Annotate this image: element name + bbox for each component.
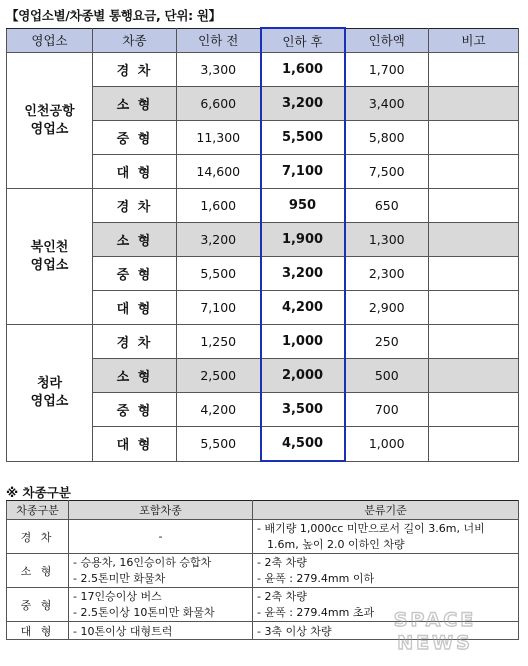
fare-before: 1,600: [177, 189, 261, 223]
fare-cut: 2,300: [345, 257, 429, 291]
fare-before: 3,300: [177, 53, 261, 87]
fare-after: 4,500: [261, 427, 345, 462]
fare-note: [429, 325, 519, 359]
vehicle-type: 중 형: [93, 257, 177, 291]
class-criteria-line: - 2축 차량: [257, 555, 307, 569]
fare-cut: 700: [345, 393, 429, 427]
table-title: 【영업소별/차종별 통행요금, 단위: 원】: [6, 8, 221, 23]
class-included-line: - 17인승이상 버스: [73, 589, 162, 603]
vehicle-type: 경 차: [93, 189, 177, 223]
office-name: [7, 189, 93, 325]
fare-table: [6, 27, 519, 462]
fare-cut: 500: [345, 359, 429, 393]
classification-title: ※ 차종구분: [6, 485, 71, 500]
fare-note: [429, 223, 519, 257]
vehicle-type: 중 형: [93, 121, 177, 155]
office-name-line1: 북인천: [30, 239, 69, 255]
fare-after: 1,000: [261, 325, 345, 359]
class-criteria: - 3축 이상 차량: [253, 622, 519, 640]
fare-after: 5,500: [261, 121, 345, 155]
class-category: 경 차: [7, 520, 69, 554]
fare-note: [429, 359, 519, 393]
fare-after: 7,100: [261, 155, 345, 189]
fare-after: 2,000: [261, 359, 345, 393]
office-name-line2: 영업소: [30, 393, 69, 409]
fare-after: 3,200: [261, 257, 345, 291]
space-news-watermark: [356, 606, 514, 654]
fare-cut: 3,400: [345, 87, 429, 121]
class-included: [69, 554, 253, 588]
fare-after: 3,500: [261, 393, 345, 427]
watermark-line2: NEWS: [397, 632, 473, 654]
fare-before: 3,200: [177, 223, 261, 257]
vehicle-type: 대 형: [93, 291, 177, 325]
class-included: -: [69, 520, 253, 554]
fare-note: [429, 291, 519, 325]
fare-note: [429, 155, 519, 189]
office-name-line1: 청라: [36, 375, 63, 391]
fare-before: 2,500: [177, 359, 261, 393]
class-included-line: - 2.5톤이상 10톤미만 화물차: [73, 605, 215, 619]
header-type: 차종: [93, 28, 177, 53]
fare-after: 3,200: [261, 87, 345, 121]
office-name-line2: 영업소: [30, 121, 69, 137]
vehicle-type: 소 형: [93, 87, 177, 121]
header-criteria: 분류기준: [253, 501, 519, 520]
table-row: [7, 189, 519, 223]
header-cut: 인하액: [345, 28, 429, 53]
fare-cut: 2,900: [345, 291, 429, 325]
fare-note: [429, 393, 519, 427]
class-criteria: [253, 554, 519, 588]
table-row: [7, 325, 519, 359]
class-criteria-line: - 윤폭 : 279.4mm 초과: [257, 605, 375, 619]
vehicle-type: 소 형: [93, 223, 177, 257]
watermark-line1: SPACE: [393, 609, 477, 631]
header-office: 영업소: [7, 28, 93, 53]
fare-after: 1,600: [261, 53, 345, 87]
class-included: [69, 588, 253, 622]
class-criteria-line: - 2축 차량: [257, 589, 307, 603]
header-included: 포함차종: [69, 501, 253, 520]
fare-before: 6,600: [177, 87, 261, 121]
fare-before: 14,600: [177, 155, 261, 189]
table-row: [7, 53, 519, 87]
fare-cut: 1,300: [345, 223, 429, 257]
header-category: 차종구분: [7, 501, 69, 520]
class-category: 중 형: [7, 588, 69, 622]
fare-before: 1,250: [177, 325, 261, 359]
classification-header-row: [7, 501, 519, 520]
fare-before: 5,500: [177, 427, 261, 462]
fare-before: 5,500: [177, 257, 261, 291]
header-before: 인하 전: [177, 28, 261, 53]
office-name: [7, 325, 93, 462]
fare-note: [429, 257, 519, 291]
fare-note: [429, 189, 519, 223]
fare-note: [429, 87, 519, 121]
fare-after: 1,900: [261, 223, 345, 257]
class-category: 소 형: [7, 554, 69, 588]
class-included-line: - 승용차, 16인승이하 승합차: [73, 555, 212, 569]
vehicle-type: 중 형: [93, 393, 177, 427]
fare-before: 4,200: [177, 393, 261, 427]
fare-cut: 250: [345, 325, 429, 359]
office-name-line2: 영업소: [30, 257, 69, 273]
table-row: [7, 554, 519, 588]
fare-cut: 7,500: [345, 155, 429, 189]
vehicle-type: 대 형: [93, 427, 177, 462]
fare-cut: 5,800: [345, 121, 429, 155]
office-name: [7, 53, 93, 189]
fare-before: 11,300: [177, 121, 261, 155]
office-name-line1: 인천공항: [24, 103, 75, 119]
table-row: [7, 520, 519, 554]
class-included: - 10톤이상 대형트럭: [69, 622, 253, 640]
vehicle-type: 소 형: [93, 359, 177, 393]
vehicle-type: 대 형: [93, 155, 177, 189]
fare-header-row: [7, 28, 519, 53]
fare-before: 7,100: [177, 291, 261, 325]
fare-cut: 650: [345, 189, 429, 223]
fare-after: 950: [261, 189, 345, 223]
fare-cut: 1,700: [345, 53, 429, 87]
fare-after: 4,200: [261, 291, 345, 325]
class-category: 대 형: [7, 622, 69, 640]
fare-note: [429, 121, 519, 155]
class-included-line: - 2.5톤미만 화물차: [73, 571, 166, 585]
class-criteria: - 배기량 1,000cc 미만으로서 길이 3.6m, 너비 1.6m, 높이 2.0 이하인 차량: [253, 520, 519, 554]
class-criteria-line: - 윤폭 : 279.4mm 이하: [257, 571, 375, 585]
vehicle-type: 경 차: [93, 325, 177, 359]
header-note: 비고: [429, 28, 519, 53]
fare-note: [429, 427, 519, 462]
fare-cut: 1,000: [345, 427, 429, 462]
header-after: 인하 후: [261, 28, 345, 53]
fare-note: [429, 53, 519, 87]
vehicle-type: 경 차: [93, 53, 177, 87]
